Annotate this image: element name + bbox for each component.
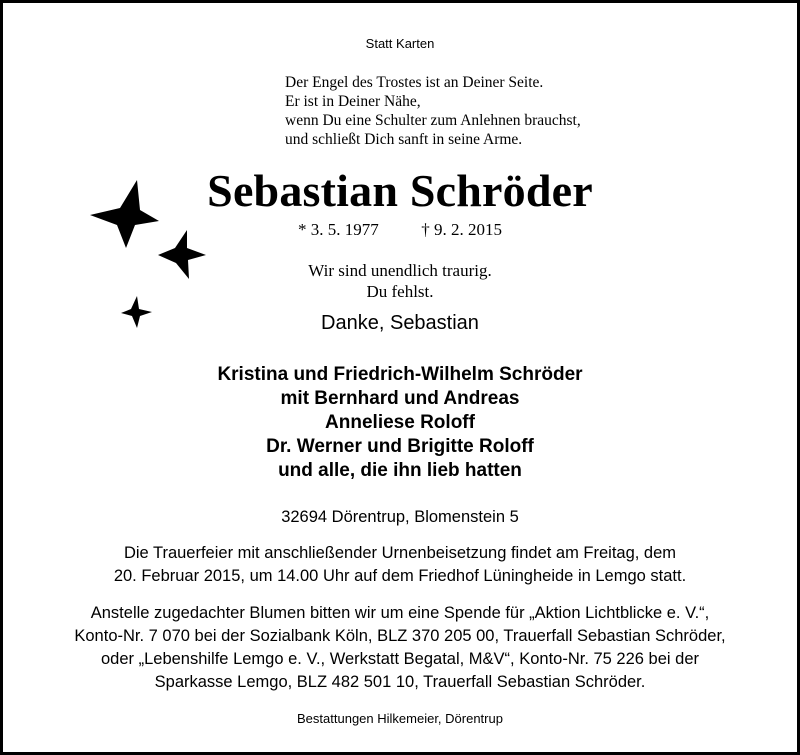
deceased-name: Sebastian Schröder [207,165,593,216]
address: 32694 Dörentrup, Blomenstein 5 [281,508,519,526]
family-line: Kristina und Friedrich-Wilhelm Schröder [217,364,583,385]
statt-karten: Statt Karten [365,36,435,51]
donation-line: Konto-Nr. 7 070 bei der Sozialbank Köln, BLZ 370 205 00, Trauerfall Sebastian Schröder, [74,627,726,645]
family-line: und alle, die ihn lieb hatten [278,460,522,481]
ceremony-line: Die Trauerfeier mit anschließender Urnenbeisetzung findet am Freitag, dem [123,544,677,562]
family-line: Dr. Werner und Brigitte Roloff [266,436,534,457]
poem-line: wenn Du eine Schulter zum Anlehnen brauchst, [285,112,581,129]
sorrow-line-2: Du fehlst. [366,282,434,301]
donation-line: Anstelle zugedachter Blumen bitten wir um eine Spende für „Aktion Lichtblicke e. V.“, [90,604,710,622]
poem [285,73,581,149]
life-dates [0,221,800,238]
thanks-line: Danke, Sebastian [321,312,479,334]
donation-line: oder „Lebenshilfe Lemgo e. V., Werkstatt Begatal, M&V“, Konto-Nr. 75 226 bei der [100,650,699,668]
sorrow-line-1: Wir sind unendlich traurig. [308,261,492,280]
ceremony-line: 20. Februar 2015, um 14.00 Uhr auf dem Friedhof Lüningheide in Lemgo statt. [113,567,687,585]
undertaker: Bestattungen Hilkemeier, Dörentrup [297,711,503,726]
birth-date: * 3. 5. 1977 [298,220,379,239]
donation-line: Sparkasse Lemgo, BLZ 482 501 10, Trauerfall Sebastian Schröder. [154,673,646,691]
family-line: mit Bernhard und Andreas [280,388,520,409]
poem-line: Er ist in Deiner Nähe, [285,93,421,110]
poem-line: und schließt Dich sanft in seine Arme. [285,131,523,148]
death-date: † 9. 2. 2015 [421,220,502,239]
family-line: Anneliese Roloff [325,412,475,433]
poem-line: Der Engel des Trostes ist an Deiner Seite. [285,74,544,91]
